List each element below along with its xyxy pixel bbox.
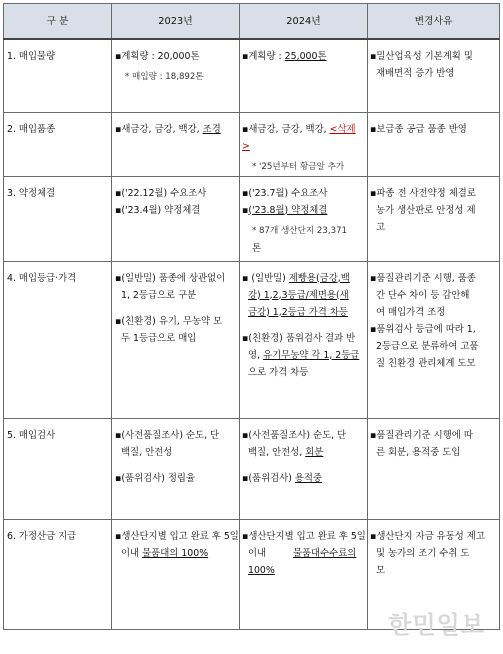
cell-text: ▪('23.4월) 약정체결 <box>115 204 201 216</box>
text-part: ▪계획량 : <box>242 51 285 62</box>
underlined-text: 강) 1,2,3등급/제면용(새 <box>248 289 349 301</box>
cell-2023 <box>112 112 240 176</box>
underlined-text: 물품대수수료의 <box>292 547 357 559</box>
cell-text: ▪파종 전 사전약정 체결로 <box>370 187 476 199</box>
cell-text: ▪생산단지별 입고 완료 후 5일 <box>115 530 239 542</box>
header-2024: 2024년 <box>240 4 368 40</box>
text-part: 영, <box>248 349 264 361</box>
underlined-text: 금강) 1,2등급 가격 차등 <box>248 306 348 318</box>
cell-text: ▪('23.7월) 수요조사 <box>242 187 328 199</box>
header-row <box>4 4 500 40</box>
row-category: 3. 약정체결 <box>4 176 112 261</box>
cell-text: ▪생산단지별 입고 완료 후 5일 <box>242 530 366 542</box>
underlined-text: 조경 <box>202 123 221 135</box>
cell-2023 <box>112 176 240 261</box>
text-part: 이내 <box>248 547 293 559</box>
cell-2024 <box>240 112 368 176</box>
cell-text <box>242 202 367 219</box>
table-row <box>4 418 500 519</box>
cell-reason <box>368 418 500 519</box>
watermark-logo: 한민일보 <box>388 611 485 639</box>
cell-text <box>242 48 367 65</box>
cell-note: 톤 <box>252 242 262 254</box>
underlined-text: 용적중 <box>294 472 323 484</box>
underlined-text: ('23.8월) 약정체결 <box>248 204 328 216</box>
cell-text <box>242 121 367 138</box>
text-part: ▪새금강, 금강, 백강, <box>242 123 330 135</box>
cell-text: ▪(친환경) 품위검사 결과 반 <box>242 332 356 344</box>
cell-text: ▪생산단지 자금 유동성 제고 <box>370 530 485 542</box>
row-category: 1. 매입물량 <box>4 39 112 112</box>
cell-note: * 87개 생산단지 23,371 <box>252 225 348 236</box>
cell-text: ▪(친환경) 유기, 무농약 모 <box>115 315 223 327</box>
cell-text: 두 1등급으로 매입 <box>121 332 197 344</box>
row-category: 5. 매입검사 <box>4 418 112 519</box>
cell-reason <box>368 112 500 176</box>
comparison-table <box>3 3 500 630</box>
cell-text: 른 회분, 용적중 도입 <box>376 446 461 458</box>
cell-text: 백질, 안전성 <box>121 446 173 458</box>
cell-text <box>115 121 239 138</box>
underlined-text: 물품대의 100% <box>142 547 209 559</box>
cell-reason <box>368 261 500 418</box>
underlined-text: <삭제 <box>329 123 356 135</box>
table-row <box>4 112 500 176</box>
table-row <box>4 176 500 261</box>
underlined-text: 회분 <box>305 446 324 458</box>
cell-note: * '25년부터 황금알 추가 <box>252 161 345 172</box>
header-category: 구 분 <box>4 4 112 40</box>
underlined-text: 유기무농약 각 1, 2등급 <box>263 349 360 361</box>
cell-2023 <box>112 261 240 418</box>
cell-2023 <box>112 418 240 519</box>
cell-2024 <box>240 418 368 519</box>
cell-reason <box>368 39 500 112</box>
cell-text: ▪품질관리기준 시행, 품종 <box>370 272 476 284</box>
cell-text <box>242 347 367 364</box>
cell-text: ▪밀산업육성 기본계획 및 <box>370 51 473 62</box>
comparison-table-container <box>3 3 499 630</box>
cell-text: 1, 2등급으로 구분 <box>121 289 197 301</box>
cell-2024 <box>240 519 368 629</box>
cell-text: 재배면적 증가 반영 <box>376 68 455 79</box>
text-part: ▪새금강, 금강, 백강, <box>115 123 203 135</box>
cell-2023 <box>112 519 240 629</box>
cell-text: ▪보급종 공급 품종 반영 <box>370 123 467 135</box>
cell-text <box>115 545 239 562</box>
cell-text: ▪품위검사 등급에 따라 1, <box>370 323 476 335</box>
row-category: 2. 매입품종 <box>4 112 112 176</box>
cell-text: 간 단수 차이 등 감안해 <box>376 289 470 301</box>
cell-text: ▪품질관리기준 시행에 따 <box>370 429 473 441</box>
cell-text: ▪('22.12월) 수요조사 <box>115 187 207 199</box>
cell-text: 및 농가의 조기 수취 도 <box>376 547 470 559</box>
header-reason: 변경사유 <box>368 4 500 40</box>
underlined-text: > <box>242 140 250 152</box>
cell-text: 고 <box>376 221 386 233</box>
text-part: ▪ <box>242 204 249 216</box>
cell-text: 질 친환경 관리체계 도모 <box>376 357 476 369</box>
cell-text: ▪(사전품질조사) 순도, 단 <box>115 429 220 441</box>
cell-text: ▪(품위검사) 정립율 <box>115 472 196 484</box>
cell-2024 <box>240 176 368 261</box>
table-row <box>4 39 500 112</box>
cell-text: 모 <box>376 564 386 576</box>
cell-text: 으로 가격 차등 <box>248 366 309 378</box>
cell-text: ▪(일반밀) 품종에 상관없이 <box>115 272 226 284</box>
text-part: ▪(품위검사) <box>242 472 295 484</box>
text-part: 백질, 안전성, <box>248 446 306 458</box>
cell-note: * 매입량 : 18,892톤 <box>125 72 204 82</box>
header-2023: 2023년 <box>112 4 240 40</box>
cell-text <box>242 270 367 287</box>
cell-text: 여 매입가격 조정 <box>376 306 446 318</box>
cell-text: 2등급으로 분류하여 고품 <box>376 340 479 352</box>
cell-text <box>242 470 367 487</box>
cell-text <box>242 444 367 461</box>
cell-reason <box>368 176 500 261</box>
cell-2024 <box>240 39 368 112</box>
cell-text: 농가 생산판로 안정성 제 <box>376 204 476 216</box>
underlined-text: 100% <box>248 564 275 576</box>
cell-text: ▪(사전품질조사) 순도, 단 <box>242 429 347 441</box>
table-row <box>4 261 500 418</box>
row-category: 6. 가정산금 지급 <box>4 519 112 629</box>
cell-text <box>242 545 367 562</box>
cell-2024 <box>240 261 368 418</box>
text-part: ▪ (일반밀) <box>242 272 289 284</box>
cell-2023 <box>112 39 240 112</box>
underlined-text: 제빵용(금강,백 <box>288 272 350 284</box>
cell-text: ▪계획량 : 20,000톤 <box>115 51 200 62</box>
text-part: 이내 <box>121 547 143 559</box>
row-category: 4. 매입등급·가격 <box>4 261 112 418</box>
underlined-text: 25,000톤 <box>284 51 327 62</box>
